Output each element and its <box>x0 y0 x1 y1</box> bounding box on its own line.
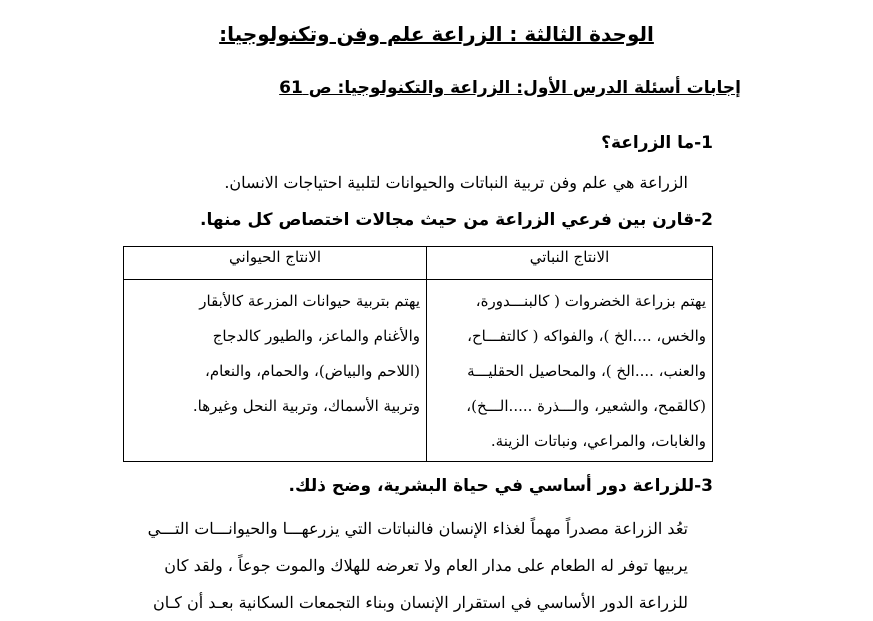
answer-line: يربيها توفر له الطعام على مدار العام ولا تعرضه للهلاك والموت جوعاً ، ولقد كان <box>164 556 688 575</box>
plant-production-header: الانتاج النباتي <box>427 247 713 280</box>
answers-title: إجابات أسئلة الدرس الأول: الزراعة والتكنولوجيا: ص 61 <box>279 78 741 98</box>
plant-line: (كالقمح، والشعير، والـــذرة .....الـــخ)، <box>466 397 706 415</box>
answer-line: للزراعة الدور الأساسي في استقرار الإنسان وبناء التجمعات السكانية بعـد أن كـان <box>152 593 688 612</box>
animal-production-header: الانتاج الحيواني <box>124 247 427 280</box>
plant-line: والعنب، ....الخ )، والمحاصيل الحقليـــة <box>467 362 706 380</box>
question-2-heading: 2-قارن بين فرعي الزراعة من حيث مجالات اختصاص كل منها. <box>200 210 713 230</box>
plant-production-cell <box>427 280 713 462</box>
animal-production-cell <box>124 280 427 462</box>
table-row <box>124 280 713 462</box>
question-3-heading: 3-للزراعة دور أساسي في حياة البشرية، وضح ذلك. <box>288 476 713 496</box>
table-header-row <box>124 247 713 280</box>
question-1-answer: الزراعة هي علم وفن تربية النباتات والحيوانات لتلبية احتياجات الانسان. <box>224 173 688 192</box>
question-3-answer <box>128 510 688 621</box>
animal-line: (اللاحم والبياض)، والحمام، والنعام، <box>204 362 420 380</box>
plant-line: يهتم بزراعة الخضروات ( كالبنـــدورة، <box>475 292 706 310</box>
comparison-table <box>123 246 713 462</box>
answer-line: تعُد الزراعة مصدراً مهماً لغذاء الإنسان فالنباتات التي يزرعهـــا والحيوانـــات التـــي <box>147 519 688 538</box>
animal-line: والأغنام والماعز، والطيور كالدجاج <box>212 327 420 345</box>
plant-line: والخس، ....الخ )، والفواكه ( كالتفـــاح، <box>467 327 706 345</box>
plant-line: والغابات، والمراعي، ونباتات الزينة. <box>490 432 706 450</box>
question-1-heading: 1-ما الزراعة؟ <box>601 133 713 153</box>
animal-line: يهتم بتربية حيوانات المزرعة كالأبقار <box>199 292 420 310</box>
animal-line: وتربية الأسماك، وتربية النحل وغيرها. <box>192 397 420 415</box>
unit-title: الوحدة الثالثة : الزراعة علم وفن وتكنولوجيا: <box>219 22 654 46</box>
